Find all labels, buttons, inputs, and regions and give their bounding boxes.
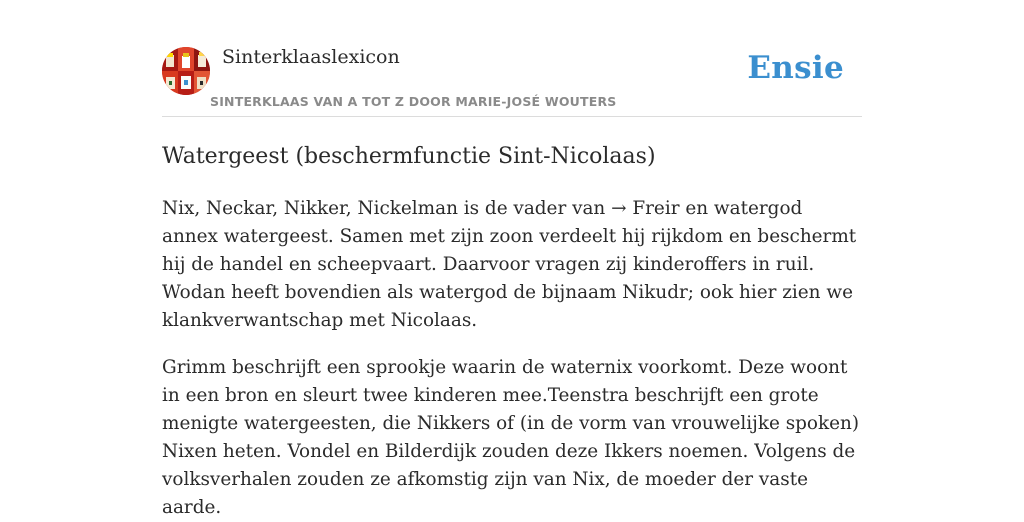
site-header — [162, 0, 862, 117]
article-paragraph: Grimm beschrijft een sprookje waarin de waternix voorkomt. Deze woont in een bron en sleurt twee kinderen mee.Teenstra beschrijft een grote menigte watergeesten, die Nikkers of (in de vorm van vrouwelijke spoken) Nixen heten. Vondel en Bilderdijk zouden deze Ikkers noemen. Volgens de volksverhalen zouden ze afkomstig zijn van Nix, de moeder der vaste aarde. — [162, 357, 860, 518]
article-paragraph: Nix, Neckar, Nikker, Nickelman is de vader van → Freir en watergod annex watergeest. Samen met zijn zoon verdeelt hij rijkdom en beschermt hij de handel en scheepvaart. Daarvoor vragen zij kinderoffers in ruil. Wodan heeft bovendien als watergod de bijnaam Nikudr; ook hier zien we klankverwantschap met Nicolaas. — [162, 198, 857, 331]
sinterklaas-collage-icon — [162, 47, 210, 95]
ensie-logo-link[interactable]: Ensie — [747, 50, 844, 86]
site-title-link[interactable]: Sinterklaaslexicon — [222, 46, 400, 68]
site-subtitle: SINTERKLAAS VAN A TOT Z DOOR MARIE-JOSÉ WOUTERS — [210, 94, 617, 109]
page-container — [162, 0, 862, 522]
article-title: Watergeest (beschermfunctie Sint-Nicolaas) — [162, 144, 656, 169]
lexicon-avatar[interactable] — [162, 47, 210, 95]
